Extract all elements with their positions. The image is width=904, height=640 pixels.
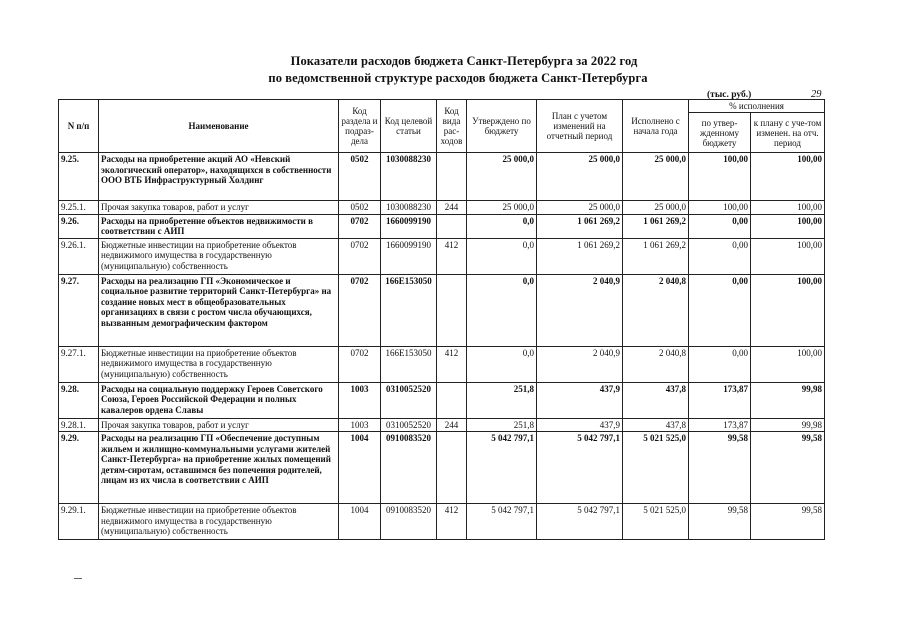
row-executed: 25 000,0 — [623, 201, 689, 215]
row-number: 9.27. — [59, 274, 99, 346]
row-section-code: 0702 — [339, 214, 381, 238]
table-body — [59, 153, 825, 540]
budget-table — [58, 99, 825, 540]
row-number: 9.29. — [59, 432, 99, 504]
table-row — [59, 504, 825, 540]
header-approved: Утверждено по бюджету — [467, 100, 537, 153]
header-plan: План с учетом изменений на отчетный период — [537, 100, 623, 153]
table-row — [59, 432, 825, 504]
row-plan: 437,9 — [537, 382, 623, 418]
row-target-code: 166E153050 — [381, 346, 437, 382]
header-target-code: Код целевой статьи — [381, 100, 437, 153]
table-row — [59, 201, 825, 215]
row-type-code — [437, 153, 467, 201]
report-subtitle: по ведомственной структуре расходов бюджета Санкт-Петербурга — [268, 71, 648, 85]
row-plan: 2 040,9 — [537, 274, 623, 346]
row-approved: 251,8 — [467, 382, 537, 418]
row-section-code: 1003 — [339, 418, 381, 432]
row-type-code: 412 — [437, 238, 467, 274]
header-type-code: Код вида рас-ходов — [437, 100, 467, 153]
row-plan: 5 042 797,1 — [537, 432, 623, 504]
row-target-code: 0910083520 — [381, 432, 437, 504]
row-executed: 5 021 525,0 — [623, 432, 689, 504]
row-name: Прочая закупка товаров, работ и услуг — [99, 418, 339, 432]
row-type-code — [437, 382, 467, 418]
row-type-code: 412 — [437, 346, 467, 382]
row-plan: 437,9 — [537, 418, 623, 432]
row-executed: 1 061 269,2 — [623, 238, 689, 274]
row-name: Прочая закупка товаров, работ и услуг — [99, 201, 339, 215]
row-plan: 1 061 269,2 — [537, 214, 623, 238]
header-name: Наименование — [99, 100, 339, 153]
row-target-code: 1030088230 — [381, 201, 437, 215]
row-number: 9.26. — [59, 214, 99, 238]
table-row — [59, 382, 825, 418]
row-plan: 25 000,0 — [537, 201, 623, 215]
row-pct-plan: 100,00 — [751, 153, 825, 201]
row-name: Бюджетные инвестиции на приобретение объектов недвижимого имущества в государственную (муниципальную) собственность — [99, 238, 339, 274]
row-name: Расходы на социальную поддержку Героев Советского Союза, Героев Российской Федерации и полных кавалеров ордена Славы — [99, 382, 339, 418]
row-type-code: 244 — [437, 418, 467, 432]
row-pct-approved: 99,58 — [689, 432, 751, 504]
header-executed: Исполнено с начала года — [623, 100, 689, 153]
row-target-code: 0910083520 — [381, 504, 437, 540]
row-executed: 25 000,0 — [623, 153, 689, 201]
units-label: (тыс. руб.) — [707, 90, 752, 100]
row-target-code: 0310052520 — [381, 418, 437, 432]
header-pct-approved: по утвер-жденному бюджету — [689, 113, 751, 153]
row-name: Расходы на реализацию ГП «Обеспечение доступным жильем и жилищно-коммунальными услугами жителей Санкт-Петербурга» на приобретение жилых помещений детям-сиротам, оставшимся без попечения родителей, лицам из их числа в соответствии с АИП — [99, 432, 339, 504]
header-percent-group: % исполнения — [689, 100, 825, 113]
row-pct-plan: 100,00 — [751, 238, 825, 274]
row-approved: 0,0 — [467, 346, 537, 382]
row-executed: 2 040,8 — [623, 274, 689, 346]
row-pct-approved: 99,58 — [689, 504, 751, 540]
row-approved: 0,0 — [467, 274, 537, 346]
row-pct-plan: 100,00 — [751, 214, 825, 238]
row-pct-plan: 99,98 — [751, 418, 825, 432]
row-executed: 2 040,8 — [623, 346, 689, 382]
row-type-code: 244 — [437, 201, 467, 215]
row-target-code: 1660099190 — [381, 214, 437, 238]
table-row — [59, 418, 825, 432]
header-num: N п/п — [59, 100, 99, 153]
table-row — [59, 153, 825, 201]
row-section-code: 0702 — [339, 238, 381, 274]
row-name: Бюджетные инвестиции на приобретение объектов недвижимого имущества в государственную (муниципальную) собственность — [99, 346, 339, 382]
row-pct-plan: 99,58 — [751, 504, 825, 540]
row-target-code: 1660099190 — [381, 238, 437, 274]
row-number: 9.25. — [59, 153, 99, 201]
row-plan: 5 042 797,1 — [537, 504, 623, 540]
table-row — [59, 214, 825, 238]
row-section-code: 1004 — [339, 432, 381, 504]
row-type-code — [437, 432, 467, 504]
row-section-code: 0702 — [339, 274, 381, 346]
row-number: 9.25.1. — [59, 201, 99, 215]
row-section-code: 1003 — [339, 382, 381, 418]
row-number: 9.28. — [59, 382, 99, 418]
report-title: Показатели расходов бюджета Санкт-Петербурга за 2022 год — [290, 54, 638, 68]
row-pct-plan: 100,00 — [751, 201, 825, 215]
row-executed: 437,8 — [623, 382, 689, 418]
row-pct-plan: 100,00 — [751, 346, 825, 382]
row-pct-approved: 0,00 — [689, 274, 751, 346]
row-section-code: 0502 — [339, 153, 381, 201]
row-pct-plan: 99,98 — [751, 382, 825, 418]
row-name: Расходы на реализацию ГП «Экономическое и социальное развитие территорий Санкт-Петербурга» на создание новых мест в общеобразовательных организациях в связи с ростом числа обучающихся, вызванным демографическим фактором — [99, 274, 339, 346]
row-name: Расходы на приобретение акций АО «Невский экологический оператор», находящихся в собственности ООО ВТБ Инфраструктурный Холдинг — [99, 153, 339, 201]
table-row — [59, 274, 825, 346]
row-type-code — [437, 274, 467, 346]
row-plan: 2 040,9 — [537, 346, 623, 382]
row-type-code: 412 — [437, 504, 467, 540]
row-name: Бюджетные инвестиции на приобретение объектов недвижимого имущества в государственную (муниципальную) собственность — [99, 504, 339, 540]
row-target-code: 166E153050 — [381, 274, 437, 346]
row-approved: 0,0 — [467, 238, 537, 274]
row-executed: 5 021 525,0 — [623, 504, 689, 540]
row-approved: 0,0 — [467, 214, 537, 238]
row-plan: 1 061 269,2 — [537, 238, 623, 274]
row-executed: 437,8 — [623, 418, 689, 432]
row-pct-approved: 100,00 — [689, 201, 751, 215]
row-approved: 25 000,0 — [467, 153, 537, 201]
row-number: 9.26.1. — [59, 238, 99, 274]
page-number: 29 — [811, 89, 822, 100]
row-executed: 1 061 269,2 — [623, 214, 689, 238]
header-section-code: Код раздела и подраз-дела — [339, 100, 381, 153]
row-pct-plan: 100,00 — [751, 274, 825, 346]
row-pct-approved: 173,87 — [689, 418, 751, 432]
row-plan: 25 000,0 — [537, 153, 623, 201]
row-approved: 5 042 797,1 — [467, 432, 537, 504]
row-section-code: 1004 — [339, 504, 381, 540]
row-approved: 25 000,0 — [467, 201, 537, 215]
row-pct-approved: 0,00 — [689, 214, 751, 238]
row-approved: 5 042 797,1 — [467, 504, 537, 540]
row-pct-approved: 100,00 — [689, 153, 751, 201]
row-number: 9.27.1. — [59, 346, 99, 382]
row-target-code: 0310052520 — [381, 382, 437, 418]
row-section-code: 0702 — [339, 346, 381, 382]
row-pct-approved: 173,87 — [689, 382, 751, 418]
row-type-code — [437, 214, 467, 238]
row-number: 9.29.1. — [59, 504, 99, 540]
row-approved: 251,8 — [467, 418, 537, 432]
footer-dash — [74, 578, 82, 579]
header-pct-plan: к плану с уче-том изменен. на отч. период — [751, 113, 825, 153]
row-section-code: 0502 — [339, 201, 381, 215]
table-row — [59, 238, 825, 274]
row-number: 9.28.1. — [59, 418, 99, 432]
row-pct-plan: 99,58 — [751, 432, 825, 504]
table-row — [59, 346, 825, 382]
row-pct-approved: 0,00 — [689, 238, 751, 274]
row-name: Расходы на приобретение объектов недвижимости в соответствии с АИП — [99, 214, 339, 238]
row-target-code: 1030088230 — [381, 153, 437, 201]
row-pct-approved: 0,00 — [689, 346, 751, 382]
